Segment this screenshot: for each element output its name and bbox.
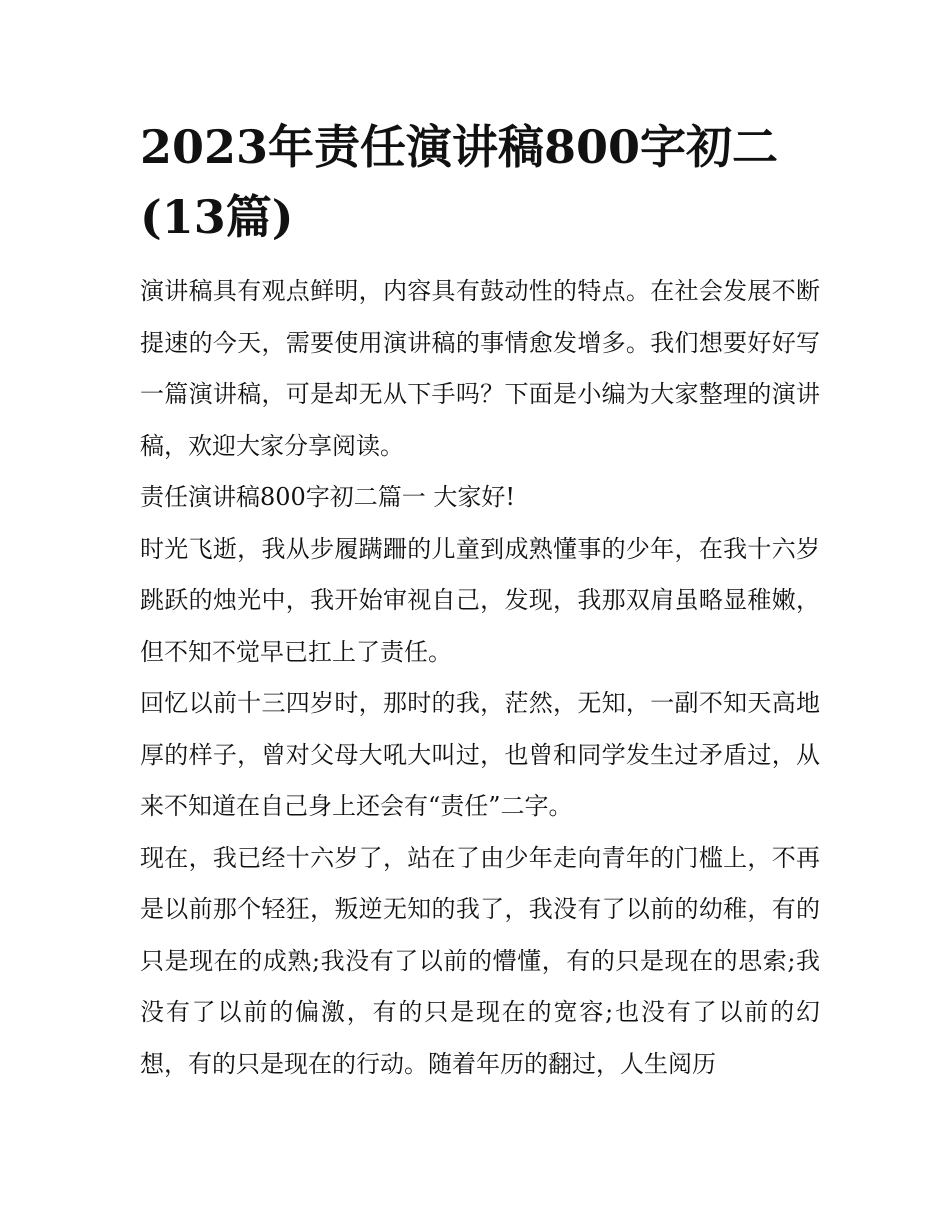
body-paragraph: 现在，我已经十六岁了，站在了由少年走向青年的门槛上，不再是以前那个轻狂，叛逆无知的我了，我没有了以前的幼稚，有的只是现在的成熟;我没有了以前的懵懂，有的只是现在的思索;我没有了以前的偏激，有的只是现在的宽容;也没有了以前的幻想，有的只是现在的行动。随着年历的翻过，人生阅历 — [140, 843, 820, 1078]
body-paragraph: 回忆以前十三四岁时，那时的我，茫然，无知，一副不知天高地厚的样子，曾对父母大吼大叫过，也曾和同学发生过矛盾过，从来不知道在自己身上还会有“责任”二字。 — [140, 689, 820, 820]
intro-paragraph: 演讲稿具有观点鲜明，内容具有鼓动性的特点。在社会发展不断提速的今天，需要使用演讲稿的事情愈发增多。我们想要好好写一篇演讲稿，可是却无从下手吗？下面是小编为大家整理的演讲稿，欢迎大家分享阅读。 — [140, 277, 820, 460]
document-title: 2023年责任演讲稿800字初二(13篇) — [140, 120, 779, 244]
body-paragraph: 时光飞逝，我从步履蹒跚的儿童到成熟懂事的少年，在我十六岁跳跃的烛光中，我开始审视自己，发现，我那双肩虽略显稚嫩，但不知不觉早已扛上了责任。 — [140, 534, 820, 666]
section-heading-paragraph: 责任演讲稿800字初二篇一 大家好! — [140, 483, 516, 511]
document-page — [140, 112, 820, 1090]
